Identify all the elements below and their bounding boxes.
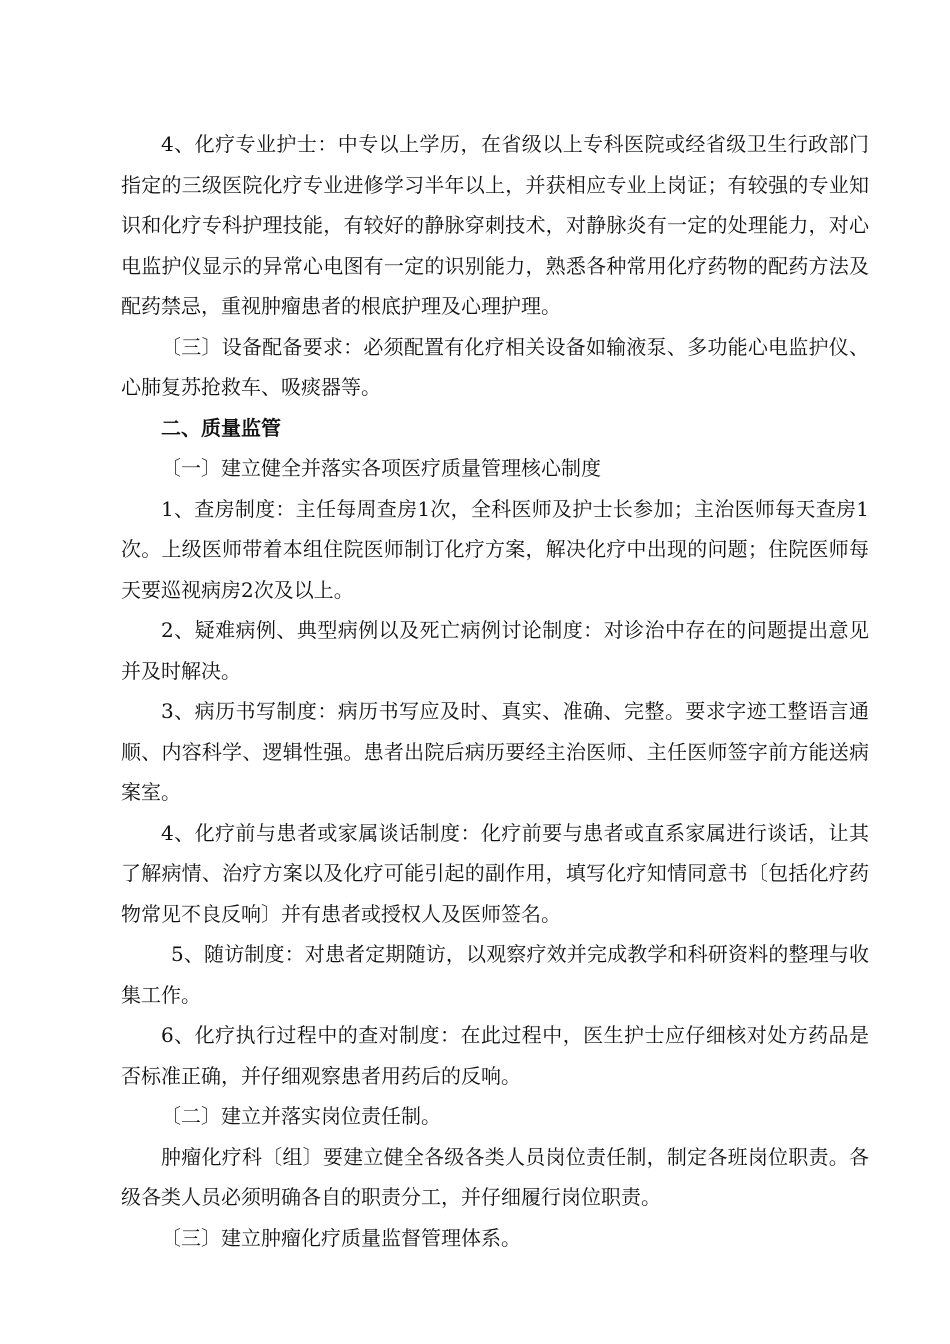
paragraph-nurse-qualification: 4、化疗专业护士：中专以上学历，在省级以上专科医院或经省级卫生行政部门指定的三级医院化疗专业进修学习半年以上，并获相应专业上岗证；有较强的专业知识和化疗专科护理技能，有较好的静脉穿刺技术，对静脉炎有一定的处理能力，对心电监护仪显示的异常心电图有一定的识别能力，熟悉各种常用化疗药物的配药方法及配药禁忌，重视肿瘤患者的根底护理及心理护理。	[121, 132, 869, 318]
paragraph-follow-up-system: 5、随访制度：对患者定期随访，以观察疗效并完成教学和科研资料的整理与收集工作。	[121, 942, 869, 1007]
paragraph-case-discussion-system: 2、疑难病例、典型病例以及死亡病例讨论制度：对诊治中存在的问题提出意见并及时解决。	[121, 618, 869, 683]
paragraph-equipment-requirements: 〔三〕设备配备要求：必须配置有化疗相关设备如输液泵、多功能心电监护仪、心肺复苏抢救车、吸痰器等。	[121, 334, 869, 399]
paragraph-pre-chemo-talk-system: 4、化疗前与患者或家属谈话制度：化疗前要与患者或直系家属进行谈话，让其了解病情、治疗方案以及化疗可能引起的副作用，填写化疗知情同意书〔包括化疗药物常见不良反响〕并有患者或授权人及医师签名。	[121, 820, 869, 926]
paragraph-ward-round-system: 1、查房制度：主任每周查房1次，全科医师及护士长参加；主治医师每天查房1次。上级医师带着本组住院医师制订化疗方案，解决化疗中出现的问题；住院医师每天要巡视病房2次及以上。	[121, 496, 869, 602]
paragraph-verification-system: 6、化疗执行过程中的查对制度：在此过程中，医生护士应仔细核对处方药品是否标准正确，并仔细观察患者用药后的反响。	[121, 1023, 869, 1088]
section-heading-quality-supervision: 二、质量监管	[161, 415, 281, 440]
paragraph-medical-record-system: 3、病历书写制度：病历书写应及时、真实、准确、完整。要求字迹工整语言通顺、内容科学、逻辑性强。患者出院后病历要经主治医师、主任医师签字前方能送病案室。	[121, 699, 869, 804]
paragraph-core-systems: 〔一〕建立健全并落实各项医疗质量管理核心制度	[161, 456, 601, 480]
paragraph-quality-supervision-system: 〔三〕建立肿瘤化疗质量监督管理体系。	[161, 1225, 521, 1250]
document-body	[121, 124, 869, 1258]
paragraph-department-responsibility: 肿瘤化疗科〔组〕要建立健全各级各类人员岗位责任制，制定各班岗位职责。各级各类人员必须明确各自的职责分工，并仔细履行岗位职责。	[121, 1144, 869, 1209]
paragraph-post-responsibility: 〔二〕建立并落实岗位责任制。	[161, 1104, 441, 1128]
